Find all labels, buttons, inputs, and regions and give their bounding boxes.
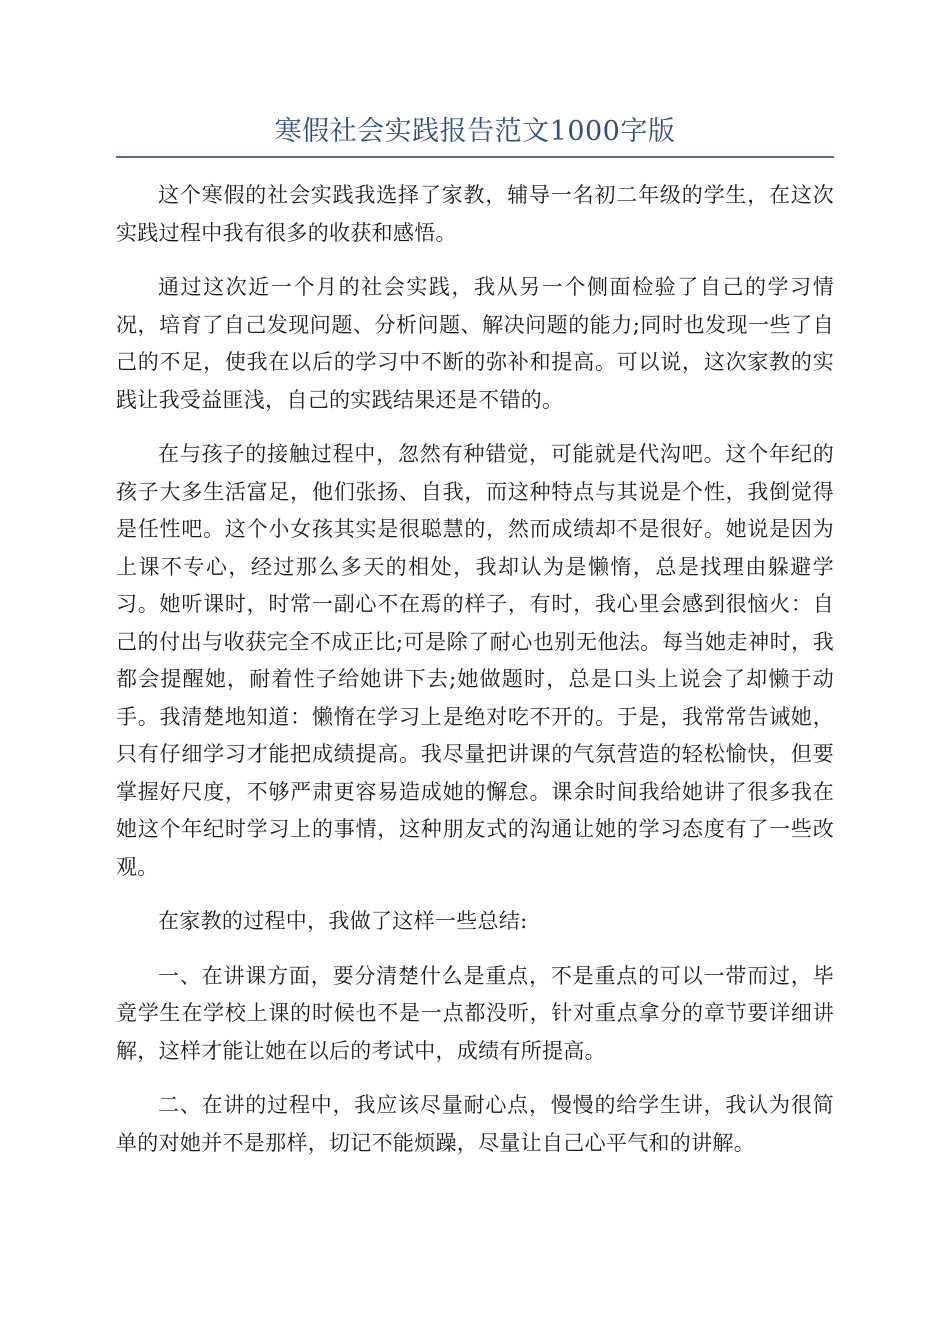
paragraph-point-one: 一、在讲课方面，要分清楚什么是重点，不是重点的可以一带而过，毕竟学生在学校上课的时候也不是一点都没听，针对重点拿分的章节要详细讲解，这样才能让她在以后的考试中，成绩有所提高。: [116, 963, 834, 1063]
paragraph-point-two: 二、在讲的过程中，我应该尽量耐心点，慢慢的给学生讲，我认为很简单的对她并不是那样，切记不能烦躁，尽量让自己心平气和的讲解。: [116, 1093, 834, 1155]
title-block: [116, 112, 834, 158]
document-title: 寒假社会实践报告范文1000字版: [274, 116, 676, 147]
paragraph-summary-intro: 在家教的过程中，我做了这样一些总结:: [158, 909, 528, 933]
document-body: [116, 177, 834, 1179]
paragraph-reflection: 通过这次近一个月的社会实践，我从另一个侧面检验了自己的学习情况，培育了自己发现问题、分析问题、解决问题的能力;同时也发现一些了自己的不足，使我在以后的学习中不断的弥补和提高。可以说，这次家教的实践让我受益匪浅，自己的实践结果还是不错的。: [116, 275, 834, 412]
paragraph-intro: 这个寒假的社会实践我选择了家教，辅导一名初二年级的学生，在这次实践过程中我有很多的收获和感悟。: [116, 183, 834, 245]
paragraph-experience: 在与孩子的接触过程中，忽然有种错觉，可能就是代沟吧。这个年纪的孩子大多生活富足，他们张扬、自我，而这种特点与其说是个性，我倒觉得是任性吧。这个小女孩其实是很聪慧的，然而成绩却不是很好。她说是因为上课不专心，经过那么多天的相处，我却认为是懒惰，总是找理由躲避学习。她听课时，时常一副心不在焉的样子，有时，我心里会感到很恼火：自己的付出与收获完全不成正比;可是除了耐心也别无他法。每当她走神时，我都会提醒她，耐着性子给她讲下去;她做题时，总是口头上说会了却懒于动手。我清楚地知道：懒惰在学习上是绝对吃不开的。于是，我常常告诫她，只有仔细学习才能把成绩提高。我尽量把讲课的气氛营造的轻松愉快，但要掌握好尺度，不够严肃更容易造成她的懈怠。课余时间我给她讲了很多我在她这个年纪时学习上的事情，这种朋友式的沟通让她的学习态度有了一些改观。: [116, 442, 834, 879]
